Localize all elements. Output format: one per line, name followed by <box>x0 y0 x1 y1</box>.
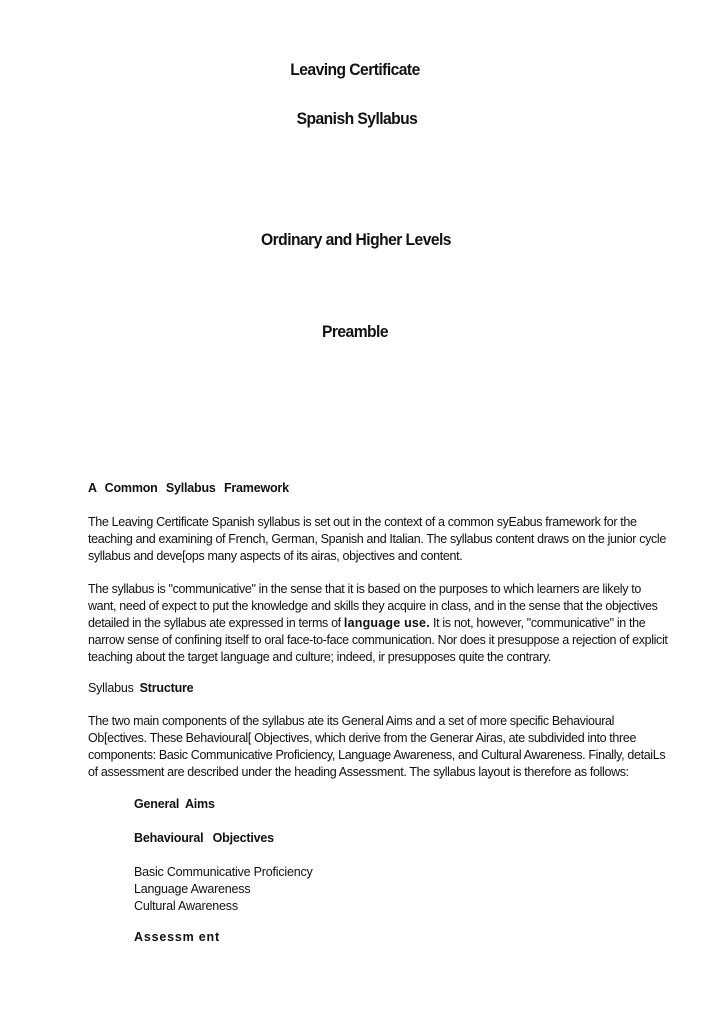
document-subtitle: Spanish Syllabus <box>296 109 418 128</box>
structure-paragraph: The two main components of the syllabus ate its General Aims and a set of more specific Behavioural Ob[ectives. These Behavioural[ Objectives, which derive from the Generar Airas, ate subdivided into three components: Basic Communicative Proficiency, Language Awareness, and Cultural Awareness. Finally, detaiLs of assessment are described under the heading Assessment. The syllabus layout is therefore as follows: <box>88 714 666 779</box>
components-list <box>134 864 313 915</box>
preamble-heading: Preamble <box>321 322 389 341</box>
syllabus-structure-heading <box>88 681 193 695</box>
behavioural-objectives-item: Behavioural Objectives <box>134 831 274 845</box>
list-item: Cultural Awareness <box>134 899 238 913</box>
common-framework-paragraph: The Leaving Certificate Spanish syllabus is set out in the context of a common syEabus framework for the teaching and examining of French, German, Spanish and Italian. The syllabus content draws on the junior cycle syllabus and deve[ops many aspects of its airas, objectives and content. <box>88 515 666 563</box>
communicative-paragraph <box>88 581 668 666</box>
levels-title: Ordinary and Higher Levels <box>261 230 451 249</box>
list-item: Basic Communicative Proficiency <box>134 865 313 879</box>
list-item: Language Awareness <box>134 882 251 896</box>
language-use-emphasis: language use. <box>343 616 430 630</box>
structure-label: Syllabus <box>88 681 134 695</box>
general-aims-item: General Aims <box>134 797 215 811</box>
communicative-text-1: The syllabus is "communicative" in the sense that it is based on the purposes to which learners are likely to want, need of expect to put the knowledge and skills they acquire in class, and in the sense that the objectives detailed in the syllabus ate expressed in terms of <box>88 582 658 630</box>
document-title: Leaving Certificate <box>290 60 420 79</box>
common-framework-heading: A Common Syllabus Framework <box>88 481 289 495</box>
communicative-text-2: It is not, however, "communicative" in the narrow sense of confining itself to oral face-to-face communication. Nor does it presuppose a rejection of explicit teaching about the target language and culture; indeed, ir presupposes quite the contrary. <box>88 616 668 664</box>
structure-bold: Structure <box>139 681 194 695</box>
assessment-item: Assessm ent <box>134 930 220 944</box>
